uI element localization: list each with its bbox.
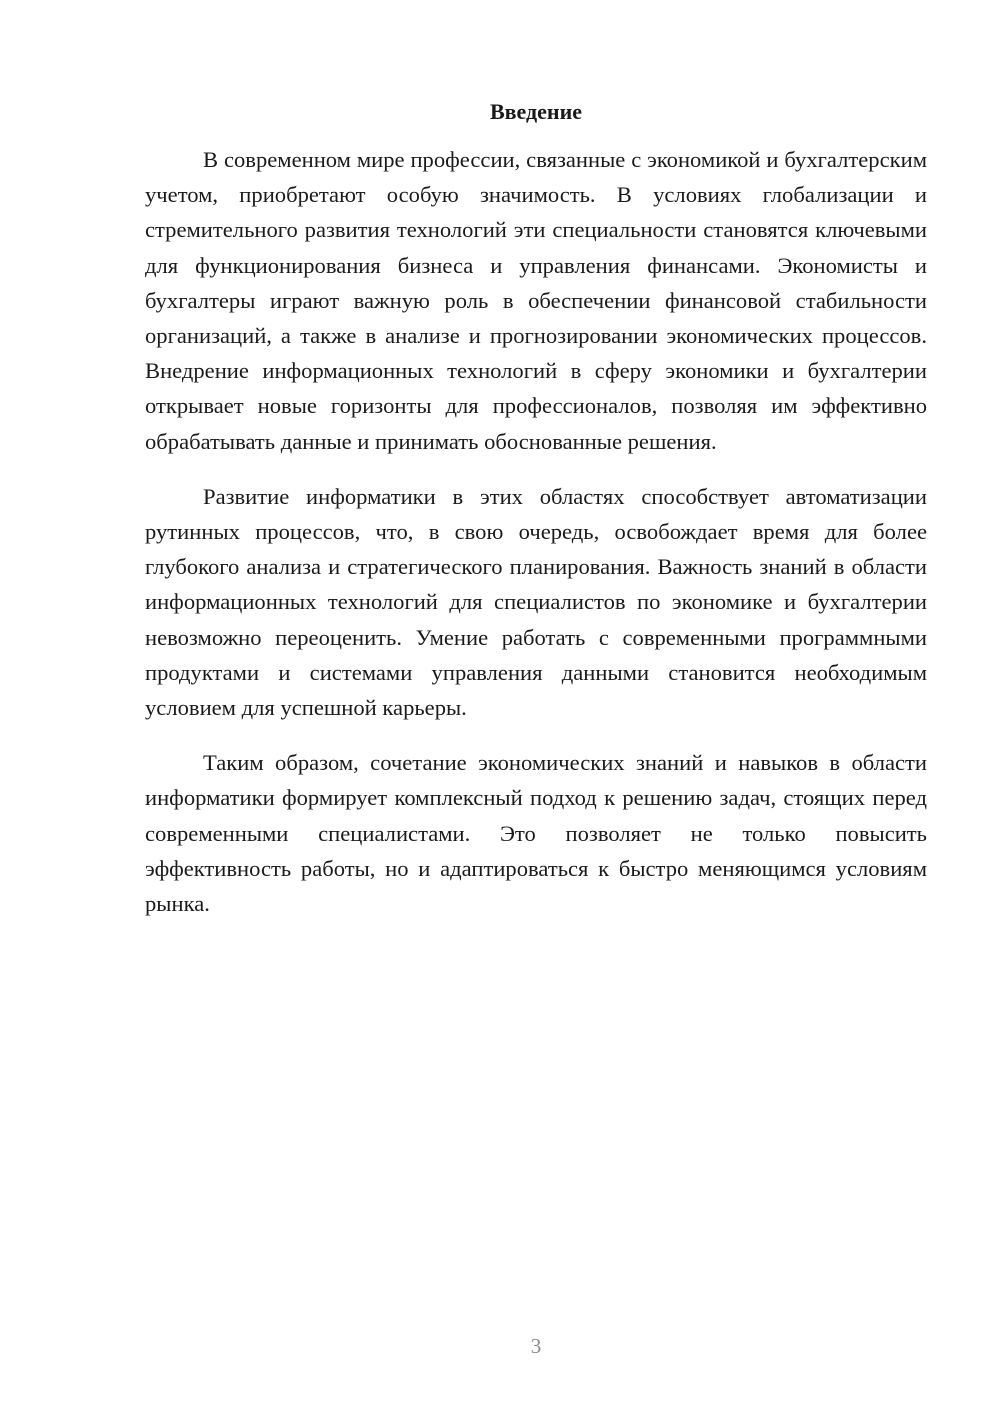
body-text [145, 142, 927, 941]
paragraph-1: В современном мире профессии, связанные с экономикой и бухгалтерским учетом, приобретают особую значимость. В условиях глобализации и стремительного развития технологий эти специальности становятся ключевыми для функционирования бизнеса и управления финансами. Экономисты и бухгалтеры играют важную роль в обеспечении финансовой стабильности организаций, а также в анализе и прогнозировании экономических процессов. Внедрение информационных технологий в сферу экономики и бухгалтерии открывает новые горизонты для профессионалов, позволяя им эффективно обрабатывать данные и принимать обоснованные решения. [145, 147, 927, 454]
section-title: Введение [489, 99, 583, 124]
page-number: 3 [530, 1334, 542, 1358]
paragraph-3: Таким образом, сочетание экономических знаний и навыков в области информатики формирует комплексный подход к решению задач, стоящих перед современными специалистами. Это позволяет не только повысить эффективность работы, но и адаптироваться к быстро меняющимся условиям рынка. [145, 750, 927, 917]
paragraph-2: Развитие информатики в этих областях способствует автоматизации рутинных процессов, что, в свою очередь, освобождает время для более глубокого анализа и стратегического планирования. Важность знаний в области информационных технологий для специалистов по экономике и бухгалтерии невозможно переоценить. Умение работать с современными программными продуктами и системами управления данными становится необходимым условием для успешной карьеры. [145, 483, 927, 721]
